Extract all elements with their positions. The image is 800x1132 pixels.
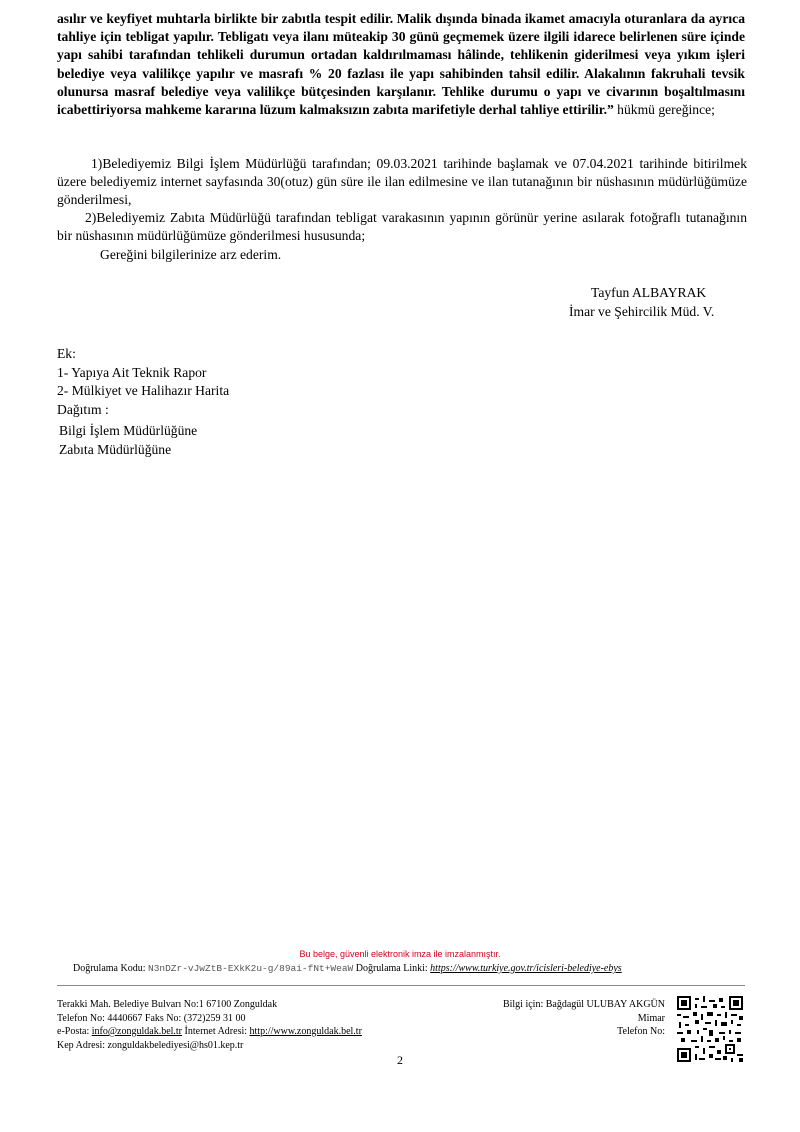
footer-email-label: e-Posta:	[57, 1026, 90, 1037]
verification-link-label: Doğrulama Linki:	[355, 963, 428, 974]
page-number: 2	[397, 1053, 403, 1067]
footer-address: Terakki Mah. Belediye Bulvarı No:1 67100 Zonguldak	[57, 999, 278, 1010]
info-contact: Bilgi için: Bağdagül ULUBAY AKGÜN	[502, 999, 665, 1010]
verification-code: N3nDZr-vJwZtB-EXkK2u-g/89ai-fNt+WeaW	[148, 963, 354, 974]
footer-email-link[interactable]: info@zonguldak.bel.tr	[91, 1026, 183, 1037]
signatory-name: Tayfun ALBAYRAK	[591, 285, 707, 300]
attachment-item: 2- Mülkiyet ve Halihazır Harita	[57, 383, 230, 398]
law-quote-tail: hükmü gereğince;	[613, 102, 715, 118]
distribution-item: Bilgi İşlem Müdürlüğüne	[59, 423, 198, 438]
footer-divider	[57, 985, 745, 986]
verification-link[interactable]: https://www.turkiye.gov.tr/icisleri-belediye-ebys	[430, 963, 622, 974]
info-phone: Telefon No:	[617, 1026, 665, 1037]
instruction-paragraph-1: 1)Belediyemiz Bilgi İşlem Müdürlüğü tarafından; 09.03.2021 tarihinde başlamak ve 07.04.2021 tarihinde bitirilmek üzere belediyemiz internet sayfasında 30(otuz) gün süre ile ilan edilmesine ve ilan tutanağının bir nüshasının müdürlüğümüze gönderilmesi,	[57, 156, 747, 207]
signatory-title: İmar ve Şehircilik Müd. V.	[569, 304, 715, 319]
instruction-paragraph-2: 2)Belediyemiz Zabıta Müdürlüğü tarafından tebligat varakasının yapının görünür yerine asılarak fotoğraflı tutanağının bir nüshasının müdürlüğümüze gönderilmesi hususunda;	[57, 210, 747, 243]
footer-info	[470, 998, 665, 1039]
distribution-list	[59, 422, 197, 459]
info-role: Mimar	[637, 1012, 665, 1024]
verification-code-label: Doğrulama Kodu:	[73, 963, 146, 974]
law-quote-paragraph	[57, 10, 745, 119]
verification-line	[73, 963, 622, 974]
footer-contact	[57, 998, 362, 1052]
footer-phone: Telefon No: 4440667 Faks No: (372)259 31 00	[57, 1012, 246, 1024]
footer-web-link[interactable]: http://www.zonguldak.bel.tr	[249, 1026, 362, 1037]
footer-kep: Kep Adresi: zonguldakbelediyesi@hs01.kep.tr	[57, 1039, 244, 1051]
distribution-heading: Dağıtım :	[57, 401, 109, 417]
attachment-item: 1- Yapıya Ait Teknik Rapor	[57, 364, 207, 380]
law-quote-text: asılır ve keyfiyet muhtarla birlikte bir zabıtla tespit edilir. Malik dışında binada ikamet amacıyla oturanlara da ayrıca tahliye için tebligat yapılır. Tebligatı veya ilanı müteakip 30 günü geçmemek üzere ilgili idarece belirlenen süre içinde yapı sahibi tarafından tehlikeli durumun ortadan kaldırılmaması hâlinde, tehlikenin giderilmesi veya yıkım işleri belediye veya valilikçe yapılır ve masrafı % 20 fazlası ile yapı sahibinden tahsil edilir. Alakalının fakruhali tevsik olunursa masraf belediye veya valilikçe bütçesinden karşılanır. Tehlike durumu o yapı ve civarının boşaltılmasını icabettiriyorsa mahkeme kararına lüzum kalmaksızın zabıta marifetiyle derhal tahliye ettirilir.”	[57, 11, 745, 118]
closing-sentence: Gereğini bilgilerinize arz ederim.	[100, 247, 282, 262]
distribution-item: Zabıta Müdürlüğüne	[59, 441, 172, 457]
footer-web-label: İnternet Adresi:	[184, 1026, 248, 1037]
esign-notice: Bu belge, güvenli elektronik imza ile imzalanmıştır.	[299, 949, 501, 959]
attachments-heading: Ek:	[57, 346, 76, 361]
footer-email-web	[57, 1025, 362, 1039]
attachments-block	[57, 345, 229, 419]
